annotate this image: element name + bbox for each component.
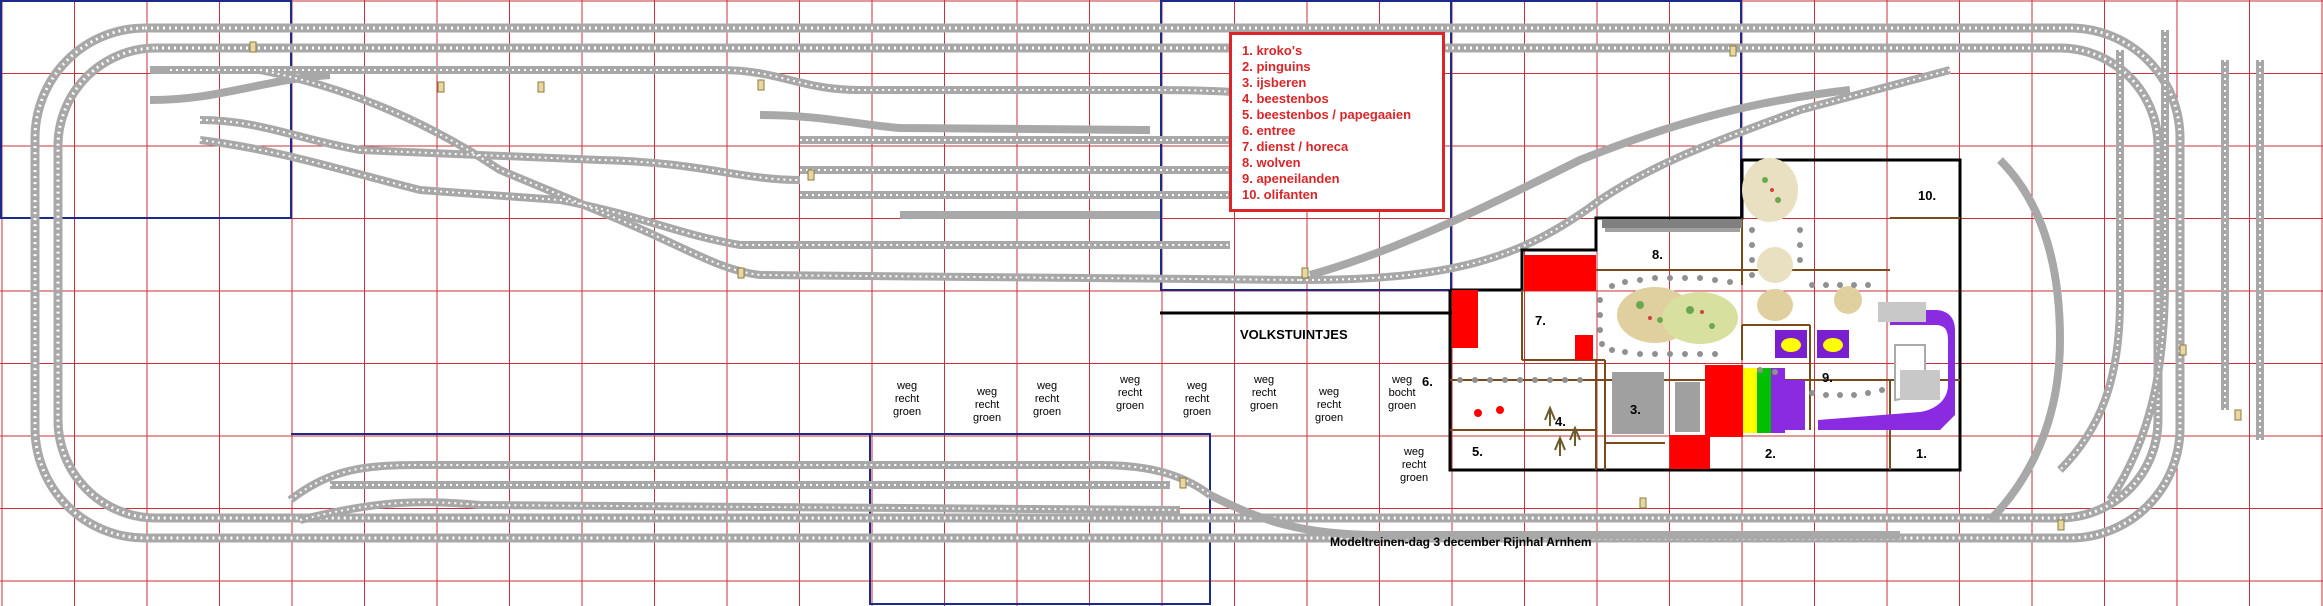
zone-label-8: 8. (1652, 247, 1663, 262)
road-segment: weg recht groen (893, 380, 922, 418)
road-segment: weg recht groen (1033, 380, 1062, 418)
entrance-markers (1474, 406, 1504, 417)
zone-label-5: 5. (1472, 444, 1483, 459)
road-segment: weg recht groen (1315, 386, 1344, 424)
event-caption: Modeltreinen-dag 3 december Rijnhal Arnhem (1330, 535, 1592, 549)
penguin-pool (1743, 368, 1805, 433)
right-sidings (1990, 30, 2260, 520)
zone-label-10: 10. (1918, 188, 1937, 203)
legend-item-3: 3. ijsberen (1242, 75, 1307, 90)
legend-item-6: 6. entree (1242, 123, 1296, 138)
zone-label-3: 3. (1630, 402, 1641, 417)
road-segment: weg recht groen (973, 386, 1002, 424)
legend-item-2: 2. pinguins (1242, 59, 1311, 74)
road-segment: weg recht groen (1400, 446, 1429, 484)
road-segment: weg recht groen (1250, 374, 1279, 412)
zone-label-7: 7. (1535, 313, 1546, 328)
legend-item-9: 9. apeneilanden (1242, 171, 1340, 186)
zone-label-1: 1. (1916, 446, 1927, 461)
zone-label-2: 2. (1765, 446, 1776, 461)
zone-label-6: 6. (1422, 374, 1433, 389)
legend-item-4: 4. beestenbos (1242, 91, 1329, 106)
station-yard-tracks (150, 70, 1950, 280)
ape-islands (1775, 330, 1849, 358)
road-segment: weg recht groen (1183, 380, 1212, 418)
legend-item-10: 10. olifanten (1242, 187, 1318, 202)
area-title: VOLKSTUINTJES (1240, 327, 1348, 342)
legend (1229, 32, 1445, 212)
road-segment: weg bocht groen (1388, 374, 1417, 412)
zone-label-9: 9. (1822, 370, 1833, 385)
legend-item-5: 5. beestenbos / papegaaien (1242, 107, 1412, 122)
legend-item-7: 7. dienst / horeca (1242, 139, 1349, 154)
legend-item-8: 8. wolven (1242, 155, 1301, 170)
legend-item-1: 1. kroko's (1242, 43, 1303, 58)
lower-passing-tracks (290, 465, 1900, 535)
wolf-enclosure-roof (1602, 220, 1742, 228)
road-segment: weg recht groen (1116, 374, 1145, 412)
zone-label-4: 4. (1555, 414, 1566, 429)
